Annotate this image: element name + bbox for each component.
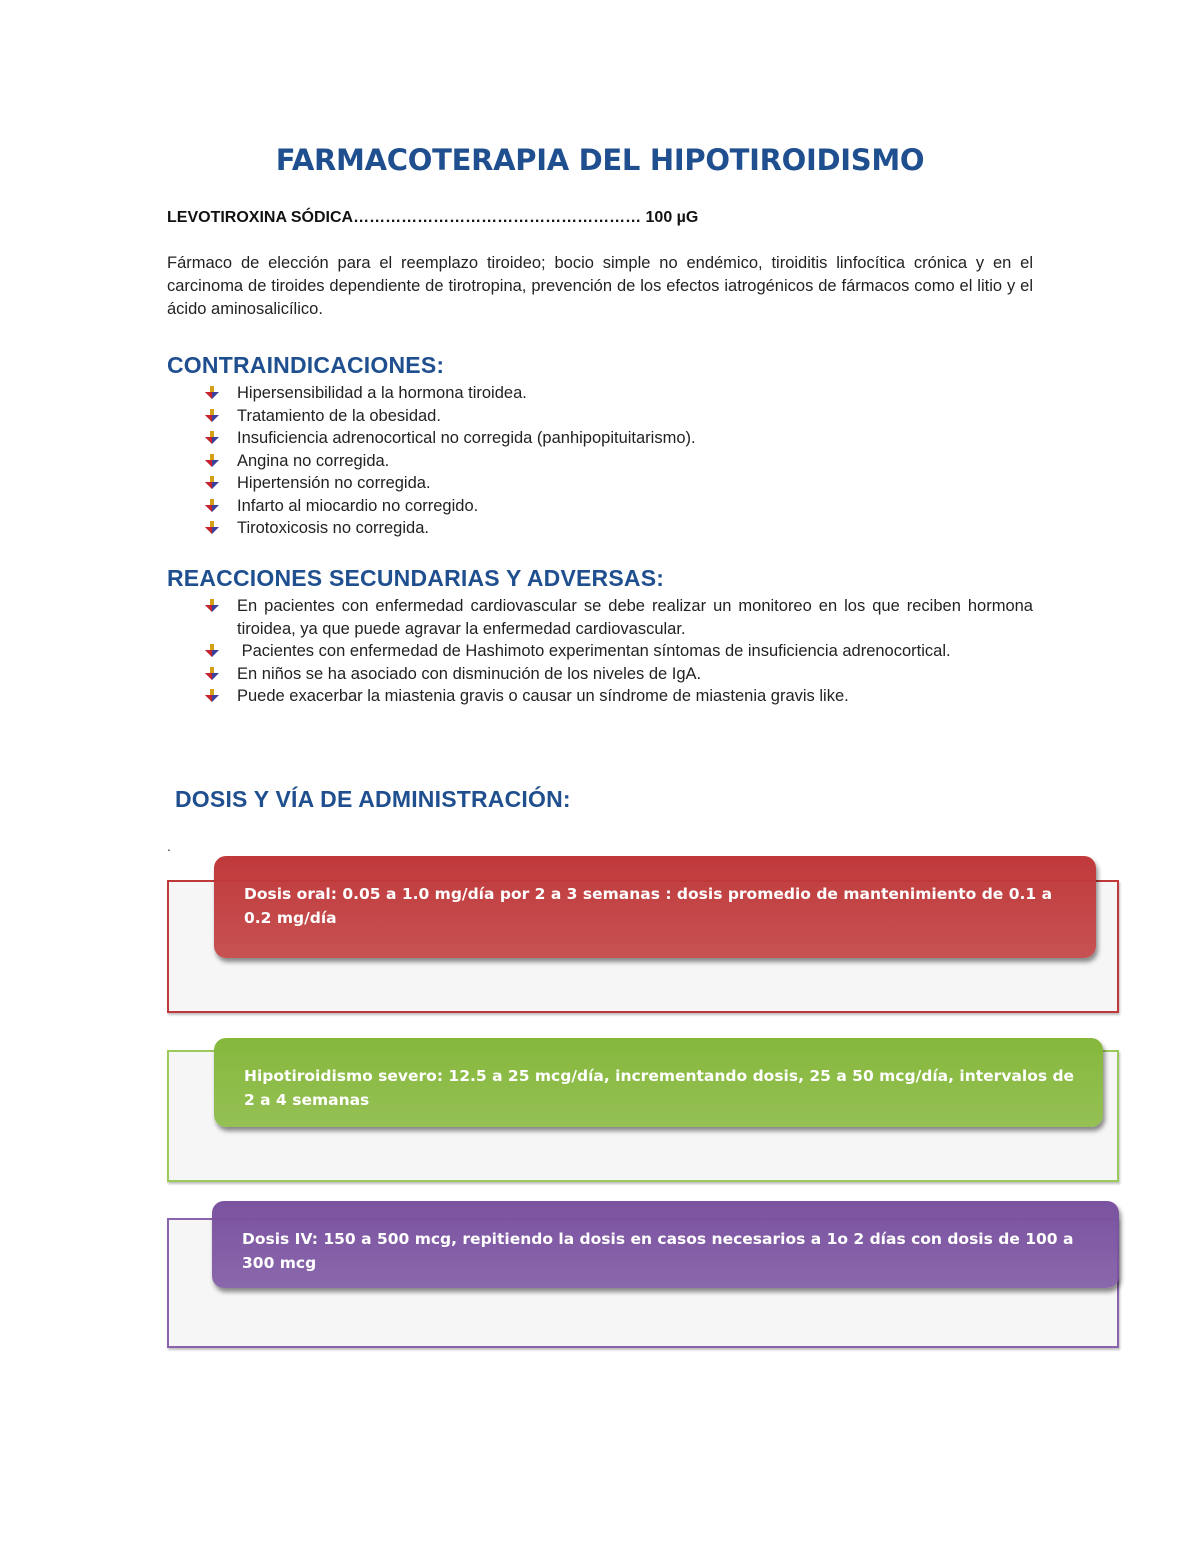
arrow-down-bullet-icon	[205, 409, 219, 423]
list-item-text: Pacientes con enfermedad de Hashimoto experimentan síntomas de insuficiencia adrenocortical.	[237, 642, 951, 660]
list-item-text: En niños se ha asociado con disminución de los niveles de IgA.	[237, 664, 702, 683]
list-item-text: Hipersensibilidad a la hormona tiroidea.	[237, 384, 527, 402]
dose-box-oral	[214, 856, 1096, 958]
dose-text-severe: Hipotiroidismo severo: 12.5 a 25 mcg/día, incrementando dosis, 25 a 50 mcg/día, intervalos de 2 a 4 semanas	[244, 1067, 1075, 1109]
list-item-text: Angina no corregida.	[237, 451, 390, 470]
dose-text-oral: Dosis oral: 0.05 a 1.0 mg/día por 2 a 3 semanas : dosis promedio de mantenimiento de 0.1 a 0.2 mg/día	[244, 885, 1053, 927]
list-item	[205, 685, 1033, 708]
list-item-text: En pacientes con enfermedad cardiovascular se debe realizar un monitoreo en los que reciben hormona tiroidea, ya que puede agravar la enfermedad cardiovascular.	[237, 597, 1033, 638]
arrow-down-bullet-icon	[205, 431, 219, 445]
dosage-heading: DOSIS Y VÍA DE ADMINISTRACIÓN:	[175, 786, 571, 812]
arrow-down-bullet-icon	[205, 386, 219, 400]
arrow-down-bullet-icon	[205, 521, 219, 535]
list-item-text: Tratamiento de la obesidad.	[237, 406, 441, 425]
dose-text-iv: Dosis IV: 150 a 500 mcg, repitiendo la dosis en casos necesarios a 1o 2 días con dosis de 100 a 300 mcg	[242, 1230, 1074, 1272]
list-item-text: Insuficiencia adrenocortical no corregida (panhipopituitarismo).	[237, 429, 696, 447]
stray-dot: .	[167, 838, 171, 854]
list-item	[205, 450, 1033, 473]
adverse-reactions-list	[205, 595, 1033, 708]
list-item	[205, 405, 1033, 428]
arrow-down-bullet-icon	[205, 599, 219, 613]
page-title: FARMACOTERAPIA DEL HIPOTIROIDISMO	[275, 143, 925, 177]
list-item	[205, 472, 1033, 495]
contraindications-heading: CONTRAINDICACIONES:	[167, 352, 445, 378]
arrow-down-bullet-icon	[205, 454, 219, 468]
list-item	[205, 495, 1033, 518]
list-item	[205, 382, 1033, 405]
intro-paragraph: Fármaco de elección para el reemplazo tiroideo; bocio simple no endémico, tiroiditis linfocítica crónica y en el carcinoma de tiroides dependiente de tirotropina, prevención de los efectos iatrogénicos de fármacos como el litio y el ácido aminosalicílico.	[167, 254, 1033, 318]
dose-box-severe	[214, 1038, 1103, 1127]
arrow-down-bullet-icon	[205, 476, 219, 490]
arrow-down-bullet-icon	[205, 667, 219, 681]
list-item-text: Hipertensión no corregida.	[237, 474, 431, 492]
arrow-down-bullet-icon	[205, 644, 219, 658]
list-item	[205, 663, 1033, 686]
list-item-text: Infarto al miocardio no corregido.	[237, 496, 479, 515]
list-item-text: Tirotoxicosis no corregida.	[237, 519, 429, 537]
list-item	[205, 517, 1033, 540]
list-item	[205, 640, 1033, 663]
drug-line: LEVOTIROXINA SÓDICA……………………………………………… 100 µG	[167, 209, 699, 226]
arrow-down-bullet-icon	[205, 499, 219, 513]
adverse-reactions-heading: REACCIONES SECUNDARIAS Y ADVERSAS:	[167, 565, 665, 591]
list-item-text: Puede exacerbar la miastenia gravis o causar un síndrome de miastenia gravis like.	[237, 687, 849, 705]
dose-box-iv	[212, 1201, 1119, 1288]
list-item	[205, 595, 1033, 640]
contraindications-list	[205, 382, 1033, 540]
list-item	[205, 427, 1033, 450]
arrow-down-bullet-icon	[205, 689, 219, 703]
